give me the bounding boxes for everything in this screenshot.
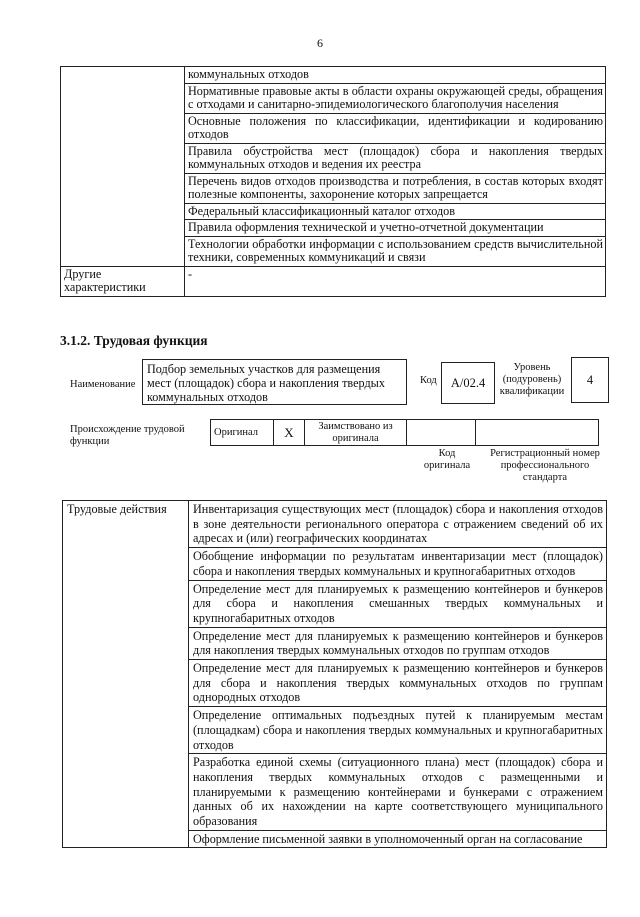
table-row: Обобщение информации по результатам инвентаризации мест (площадок) сбора и накопления твердых коммунальных и крупногабаритных отходов <box>189 548 607 580</box>
borrowed-label: Заимствовано из оригинала <box>305 420 407 446</box>
table-row: Инвентаризация существующих мест (площадок) сбора и накопления отходов в зоне деятельности регионального оператора с отражением сведений об их адресах и (или) географических координатах <box>189 501 607 548</box>
table-row: Определение мест для планируемых к размещению контейнеров и бункеров для сбора и накопления смешанных твердых коммунальных и крупногабаритных отходов <box>189 580 607 627</box>
page-number: 6 <box>317 36 323 50</box>
function-name: Подбор земельных участков для размещения мест (площадок) сбора и накопления твердых коммунальных отходов <box>142 359 407 405</box>
code-original-label: Код оригинала <box>423 448 471 471</box>
table-row: Определение оптимальных подъездных путей к планируемым местам (площадкам) сбора и накопления твердых коммунальных и крупногабаритных отходов <box>189 707 607 754</box>
table-row: Перечень видов отходов производства и потребления, в состав которых входят полезные компоненты, захоронение которых запрещается <box>185 173 606 203</box>
code-original-cell <box>407 420 476 446</box>
table-row: Правила оформления технической и учетно-отчетной документации <box>185 220 606 237</box>
table-row: Разработка единой схемы (ситуационного плана) мест (площадок) сбора и накопления твердых коммунальных отходов с размещенными и планируемыми к размещению контейнерами и бункерами с отражением данных об их нахождении на карте соответствующего муниципального образования <box>189 754 607 831</box>
table-row: Определение мест для планируемых к размещению контейнеров и бункеров для сбора и накопления твердых коммунальных отходов по группам однородных отходов <box>189 660 607 707</box>
level-label: Уровень (подуровень) квалификации <box>499 362 565 397</box>
knowledge-table <box>60 66 606 297</box>
table-row: Технологии обработки информации с использованием средств вычислительной техники, современных коммуникаций и связи <box>185 236 606 266</box>
table-row: Правила обустройства мест (площадок) сбора и накопления твердых коммунальных отходов и ведения их реестра <box>185 143 606 173</box>
origin-table <box>210 419 599 446</box>
name-label: Наименование <box>70 379 136 390</box>
table-row: Нормативные правовые акты в области охраны окружающей среды, обращения с отходами и санитарно-эпидемиологического благополучия населения <box>185 83 606 113</box>
origin-label: Происхождение трудовой функции <box>70 424 185 447</box>
original-label: Оригинал <box>211 420 274 446</box>
section-title: 3.1.2. Трудовая функция <box>60 333 208 348</box>
labor-actions-table <box>62 500 607 848</box>
table-row: Оформление письменной заявки в уполномоченный орган на согласование <box>189 830 607 848</box>
table-label-cell <box>61 67 185 267</box>
other-characteristics-value: - <box>185 266 606 296</box>
other-characteristics-label: Другие характеристики <box>61 266 185 296</box>
function-code: А/02.4 <box>441 362 495 404</box>
qualification-level: 4 <box>571 357 609 403</box>
table-row: коммунальных отходов <box>185 67 606 84</box>
reg-number-label: Регистрационный номер профессионального стандарта <box>490 448 600 483</box>
labor-actions-label: Трудовые действия <box>63 501 189 848</box>
code-label: Код <box>420 375 437 386</box>
table-row: Федеральный классификационный каталог отходов <box>185 203 606 220</box>
table-row: Определение мест для планируемых к размещению контейнеров и бункеров для накопления твердых коммунальных отходов по группам отходов <box>189 627 607 659</box>
reg-number-cell <box>476 420 599 446</box>
original-mark: X <box>274 420 305 446</box>
table-row: Основные положения по классификации, идентификации и кодированию отходов <box>185 113 606 143</box>
